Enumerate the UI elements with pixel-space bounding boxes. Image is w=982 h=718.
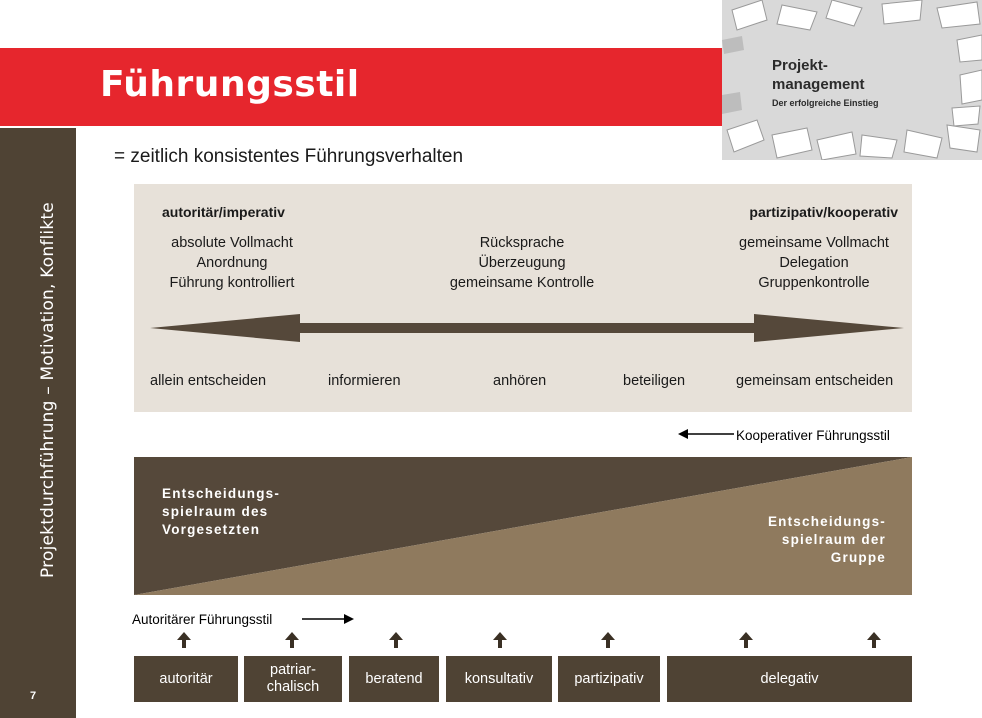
style-box-autoritaer: autoritär <box>134 656 238 702</box>
arrow-up-icon <box>388 632 404 648</box>
arrow-up-icon <box>492 632 508 648</box>
authoritarian-style-label: Autoritärer Führungsstil <box>132 612 273 627</box>
left-item: absolute Vollmacht <box>171 235 293 251</box>
leader-scope-line: Vorgesetzten <box>162 522 261 537</box>
left-item: Führung kontrolliert <box>169 275 295 291</box>
right-item: Delegation <box>779 255 849 271</box>
arrow-up-icon <box>176 632 192 648</box>
arrow-right-icon <box>300 611 356 627</box>
brand-subtitle: Der erfolgreiche Einstieg <box>772 98 879 108</box>
style-box-delegativ: delegativ <box>667 656 912 702</box>
brand-label <box>772 56 932 108</box>
leader-scope-line: Entscheidungs- <box>162 486 281 501</box>
leader-scope-line: spielraum des <box>162 504 269 519</box>
scale-label: allein entscheiden <box>150 373 267 389</box>
center-item: Rücksprache <box>479 235 565 251</box>
center-items <box>440 233 604 293</box>
left-item: Anordnung <box>196 255 268 271</box>
arrow-up-icon <box>738 632 754 648</box>
group-scope-text <box>768 513 886 567</box>
style-box-beratend: beratend <box>349 656 439 702</box>
sidebar <box>0 128 76 718</box>
group-scope-line: Gruppe <box>830 550 886 565</box>
right-item: Gruppenkontrolle <box>758 275 870 291</box>
scale-label: gemeinsam entscheiden <box>736 373 894 389</box>
page-title: Führungsstil <box>100 64 360 105</box>
cooperative-style-label: Kooperativer Führungsstil <box>736 428 890 443</box>
brand-line1: Projekt- <box>772 57 828 74</box>
style-box-konsultativ: konsultativ <box>446 656 552 702</box>
center-item: gemeinsame Kontrolle <box>449 275 595 291</box>
right-heading: partizipativ/kooperativ <box>749 204 898 220</box>
style-box-partizipativ: partizipativ <box>558 656 660 702</box>
scale-label: beteiligen <box>623 373 686 389</box>
arrow-left-icon <box>676 426 736 442</box>
group-scope-line: spielraum der <box>781 532 886 547</box>
brand-line2: management <box>772 76 865 93</box>
sidebar-chapter-title: Projektdurchführung – Motivation, Konflikte <box>38 202 58 578</box>
right-items <box>732 233 896 293</box>
page-number: 7 <box>30 690 37 702</box>
leader-scope-text <box>162 485 280 539</box>
decision-scope-diagram <box>134 457 912 595</box>
left-heading: autoritär/imperativ <box>162 204 285 220</box>
right-item: gemeinsame Vollmacht <box>739 235 889 251</box>
definition-text: = zeitlich konsistentes Führungsverhalten <box>114 146 464 167</box>
arrow-up-icon <box>866 632 882 648</box>
leadership-spectrum-panel <box>134 184 912 412</box>
scale-label: informieren <box>328 373 401 389</box>
group-scope-line: Entscheidungs- <box>767 514 886 529</box>
style-box-patriarchalisch: patriar- chalisch <box>244 656 342 702</box>
center-item: Überzeugung <box>478 255 566 271</box>
left-items <box>164 233 300 293</box>
double-headed-arrow-icon <box>150 312 904 344</box>
arrow-up-icon <box>284 632 300 648</box>
scale-label: anhören <box>493 373 547 389</box>
arrow-up-icon <box>600 632 616 648</box>
